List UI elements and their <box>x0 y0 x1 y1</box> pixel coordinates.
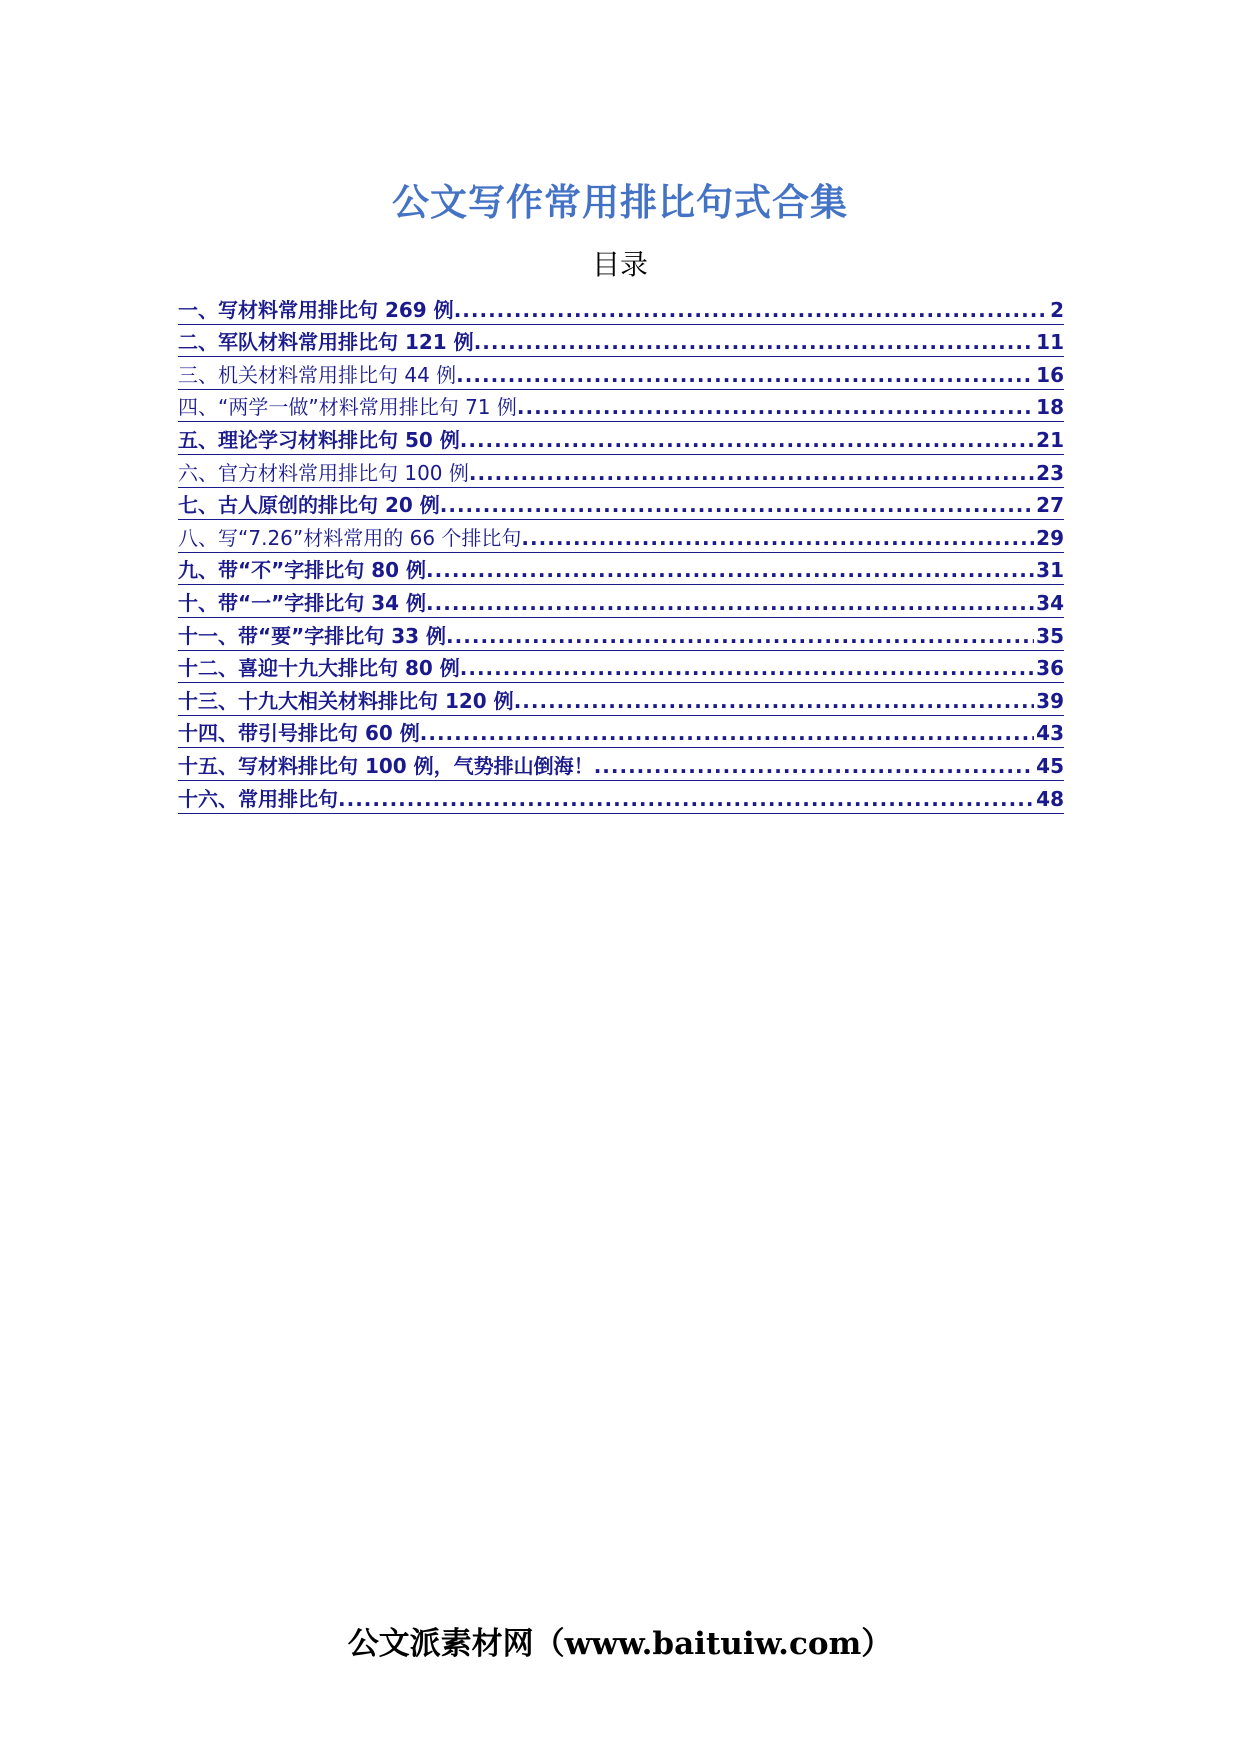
toc-entry[interactable] <box>178 585 1064 618</box>
toc-entry[interactable] <box>178 455 1064 488</box>
toc-entry-page: 35 <box>1036 623 1064 648</box>
toc-entry-title: 二、军队材料常用排比句 121 例 <box>178 330 474 355</box>
toc-entry-title: 九、带“不”字排比句 80 例 <box>178 558 427 583</box>
toc-entry-title: 四、“两学一做”材料常用排比句 71 例 <box>178 395 517 420</box>
toc-entry[interactable] <box>178 357 1064 390</box>
toc-leader-dots <box>454 297 1048 323</box>
toc-leader-dots <box>426 590 1034 616</box>
toc-entry-page: 34 <box>1036 590 1064 615</box>
toc-entry-page: 23 <box>1036 460 1064 485</box>
toc-leader-dots <box>469 460 1034 486</box>
toc-entry[interactable] <box>178 325 1064 358</box>
toc-entry-title: 十、带“一”字排比句 34 例 <box>178 590 427 615</box>
toc-leader-dots <box>594 753 1034 779</box>
toc-entry-title: 八、写“7.26”材料常用的 66 个排比句 <box>178 525 522 550</box>
toc-leader-dots <box>517 394 1034 420</box>
toc-entry[interactable] <box>178 618 1064 651</box>
toc-entry-page: 21 <box>1036 427 1064 452</box>
toc-entry-page: 29 <box>1036 525 1064 550</box>
toc-heading: 目录 <box>591 248 648 281</box>
document-title: 公文写作常用排比句式合集 <box>392 181 848 224</box>
toc-entry-page: 18 <box>1036 395 1064 420</box>
toc-entry[interactable] <box>178 292 1064 325</box>
toc-entry[interactable] <box>178 651 1064 684</box>
toc-leader-dots <box>426 557 1034 583</box>
toc-leader-dots <box>460 655 1034 681</box>
toc-leader-dots <box>474 329 1034 355</box>
toc-entry-title: 十一、带“要”字排比句 33 例 <box>178 623 447 648</box>
toc-entry-page: 36 <box>1036 656 1064 681</box>
toc-entry-page: 45 <box>1036 753 1064 778</box>
toc-entry[interactable] <box>178 553 1064 586</box>
toc-entry-title: 十四、带引号排比句 60 例 <box>178 721 420 746</box>
toc-entry[interactable] <box>178 422 1064 455</box>
toc-leader-dots <box>460 427 1034 453</box>
table-of-contents <box>178 292 1064 814</box>
toc-entry-page: 31 <box>1036 558 1064 583</box>
toc-entry-title: 十三、十九大相关材料排比句 120 例 <box>178 688 514 713</box>
toc-entry[interactable] <box>178 520 1064 553</box>
toc-entry[interactable] <box>178 683 1064 716</box>
toc-entry-page: 27 <box>1036 493 1064 518</box>
toc-entry-title: 十二、喜迎十九大排比句 80 例 <box>178 656 460 681</box>
toc-leader-dots <box>338 786 1034 812</box>
page-footer: 公文派素材网（www.baituiw.com） <box>347 1626 893 1662</box>
toc-entry-page: 2 <box>1050 297 1064 322</box>
toc-leader-dots <box>521 525 1034 551</box>
toc-entry-page: 11 <box>1036 330 1064 355</box>
toc-entry[interactable] <box>178 748 1064 781</box>
toc-entry-page: 39 <box>1036 688 1064 713</box>
toc-leader-dots <box>514 688 1034 714</box>
toc-leader-dots <box>420 720 1034 746</box>
toc-entry-title: 十六、常用排比句 <box>178 786 338 811</box>
toc-entry[interactable] <box>178 716 1064 749</box>
toc-entry-title: 十五、写材料排比句 100 例，气势排山倒海！ <box>178 753 594 778</box>
toc-entry-page: 16 <box>1036 362 1064 387</box>
toc-entry-page: 43 <box>1036 721 1064 746</box>
toc-leader-dots <box>440 492 1034 518</box>
toc-entry-title: 一、写材料常用排比句 269 例 <box>178 297 454 322</box>
toc-leader-dots <box>456 362 1034 388</box>
toc-entry[interactable] <box>178 488 1064 521</box>
toc-entry-page: 48 <box>1036 786 1064 811</box>
toc-entry[interactable] <box>178 390 1064 423</box>
toc-entry[interactable] <box>178 781 1064 814</box>
toc-entry-title: 五、理论学习材料排比句 50 例 <box>178 427 460 452</box>
toc-leader-dots <box>446 623 1034 649</box>
toc-entry-title: 三、机关材料常用排比句 44 例 <box>178 362 457 387</box>
toc-entry-title: 六、官方材料常用排比句 100 例 <box>178 460 469 485</box>
toc-entry-title: 七、古人原创的排比句 20 例 <box>178 493 440 518</box>
